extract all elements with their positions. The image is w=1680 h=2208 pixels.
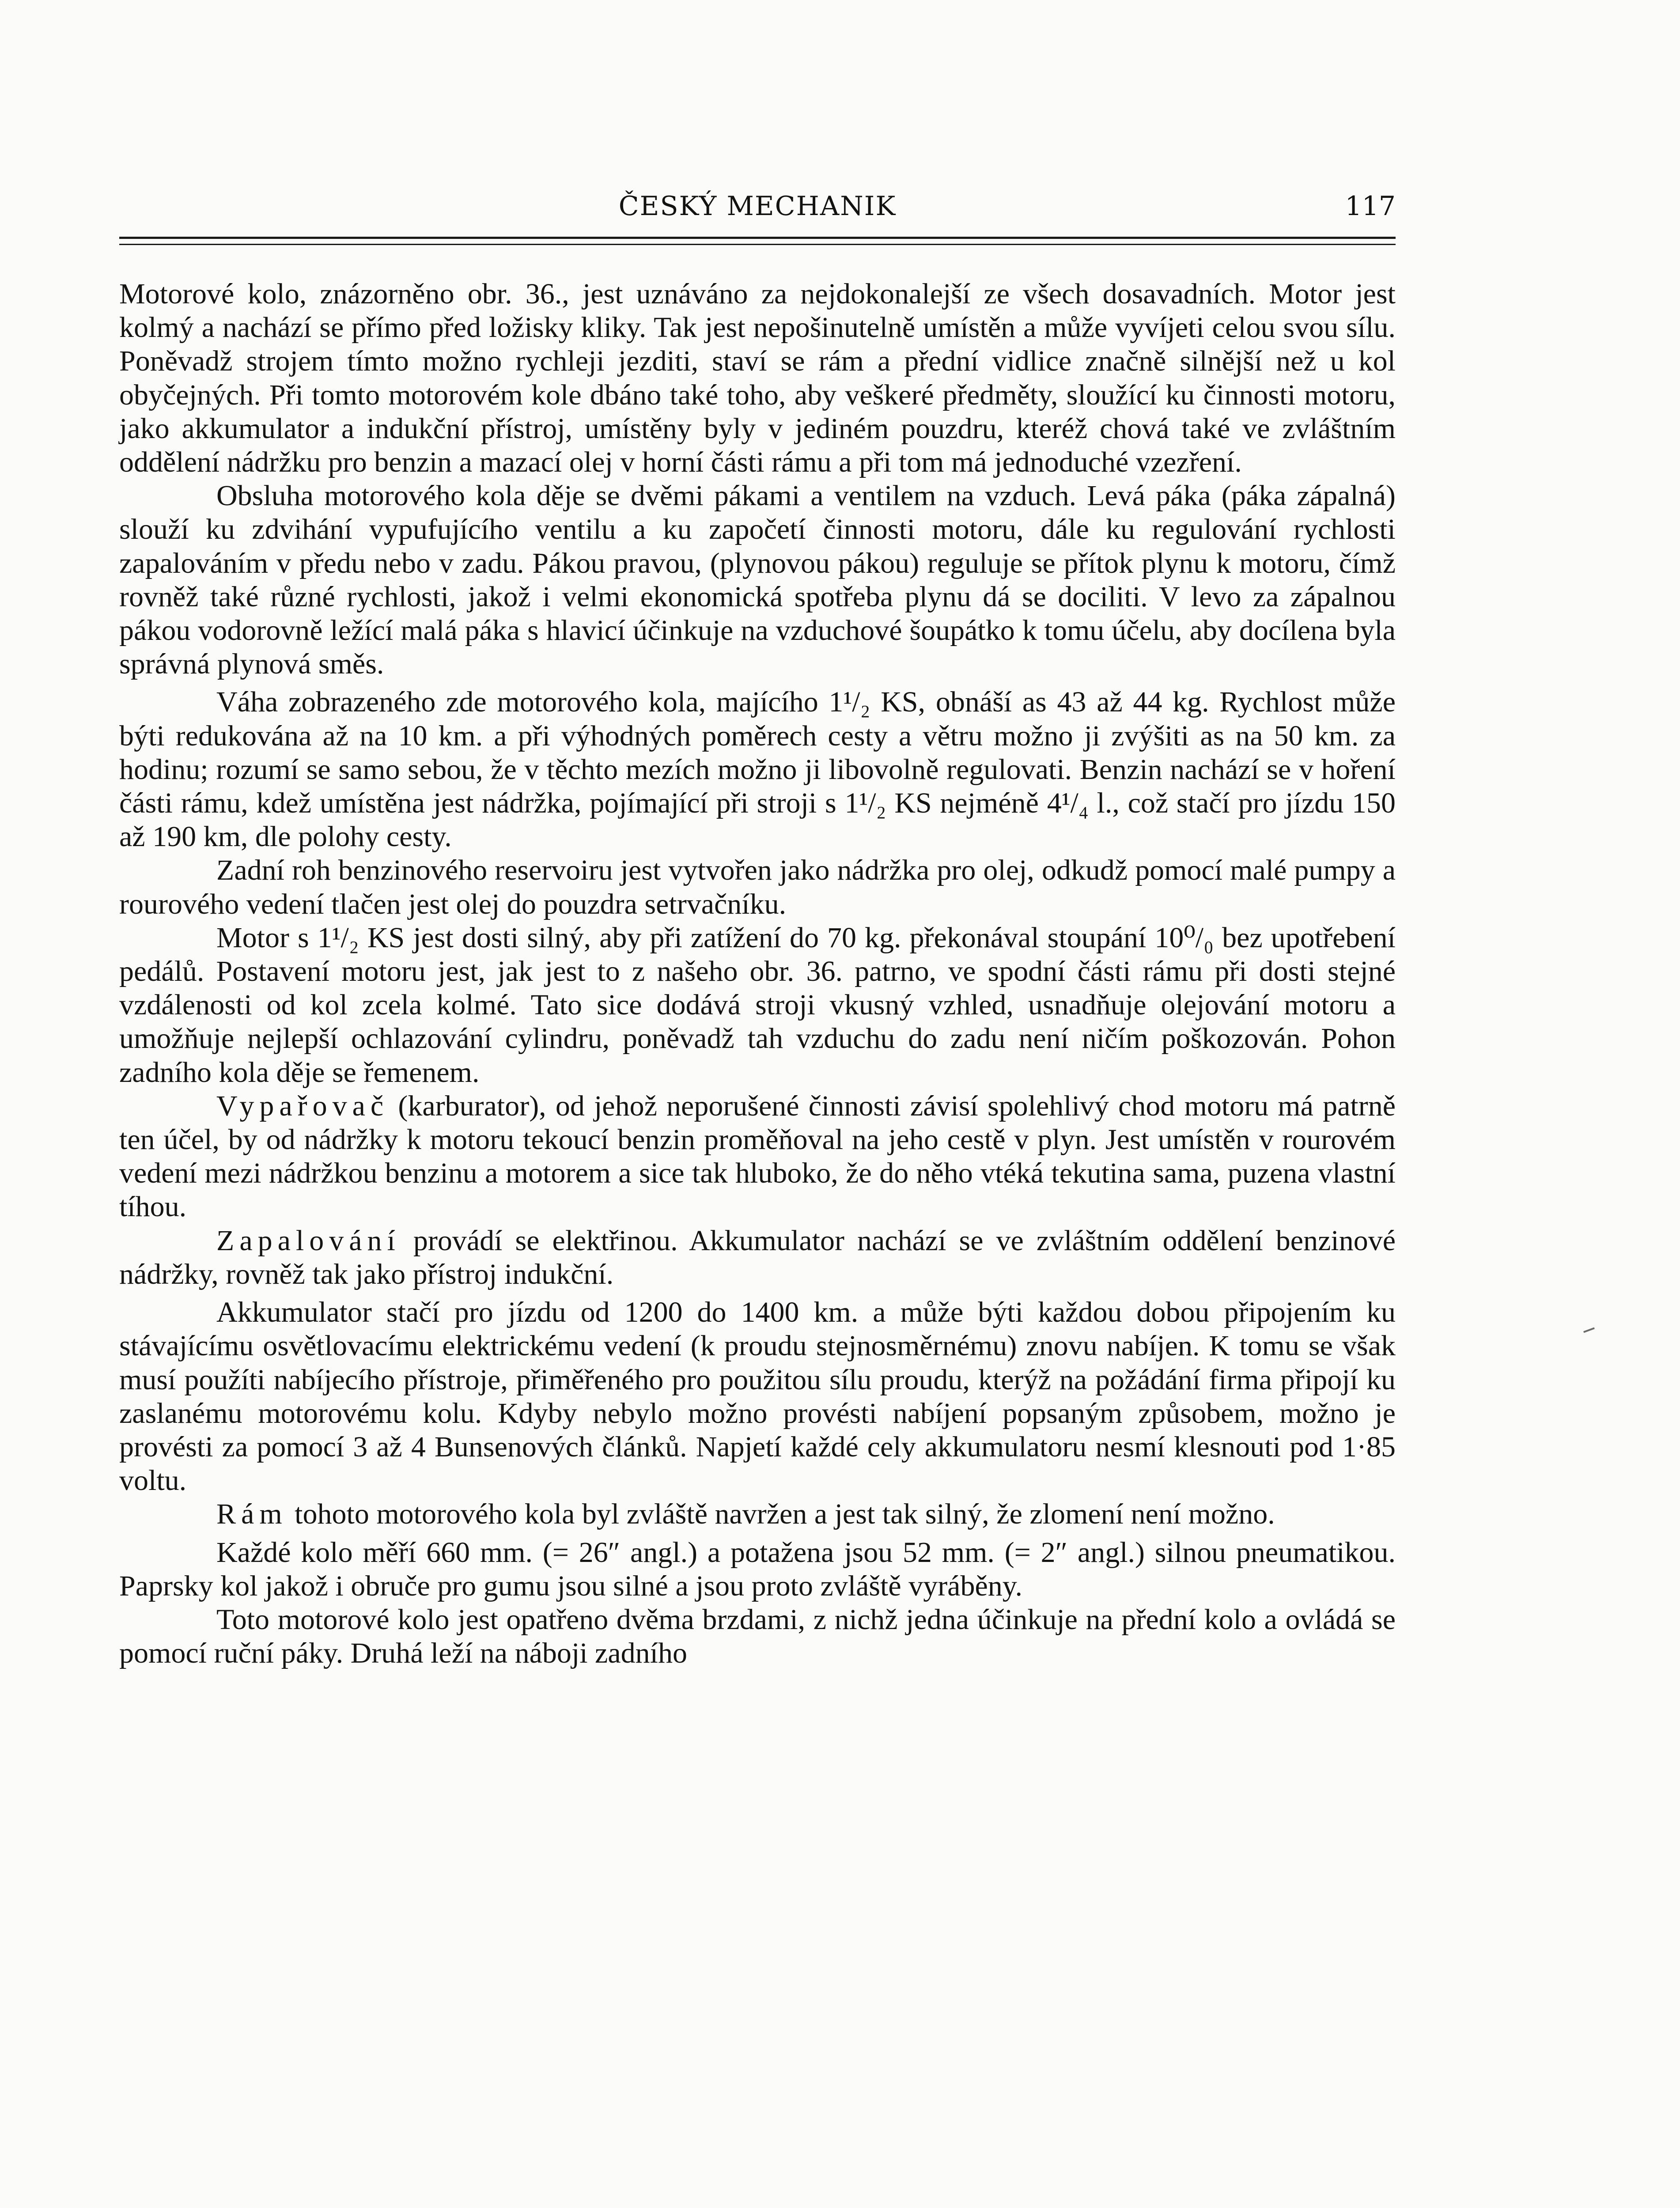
paragraph-8: Akkumulator stačí pro jízdu od 1200 do 1400 km. a může býti každou dobou připojením ku stávajícímu osvětlovacímu elektrickému vedení (k proudu stejnosměrnému) znovu nabíjen. K tomu se však musí použíti nabíjecího přístroje, přiměřeného pro použitou sílu proudu, kterýž na požádání firma připojí ku zaslanému motorovému kolu. Kdyby nebylo možno provésti nabíjení popsaným způsobem, možno je provésti za pomocí 3 až 4 Bunsenových článků. Napjetí každé cely akkumulatoru nesmí klesnouti pod 1·85 voltu. [119, 1296, 1396, 1497]
paragraph-2: Obsluha motorového kola děje se dvěmi pákami a ventilem na vzduch. Levá páka (páka zápalná) slouží ku zdvihání vypufujícího ventilu a ku započetí činnosti motoru, dále ku regulování rychlosti zapalováním v předu nebo v zadu. Pákou pravou, (plynovou pákou) reguluje se přítok plynu k motoru, čímž rovněž také různé rychlosti, jakož i velmi ekonomická spotřeba plynu dá se dociliti. V levo za zápalnou pákou vodorovně ležící malá páka s hlavicí účinkuje na vzduchové šoupátko k tomu účelu, aby docílena byla správná plynová směs. [119, 480, 1396, 681]
header-rule-thin [119, 244, 1396, 245]
paragraph-4: Zadní roh benzinového reservoiru jest vytvořen jako nádržka pro olej, odkudž pomocí malé pumpy a rourového vedení tlačen jest olej do pouzdra setrvačníku. [119, 854, 1396, 920]
paragraph-9 [119, 1497, 1396, 1531]
paragraph-11: Toto motorové kolo jest opatřeno dvěma brzdami, z nichž jedna účinkuje na přední kolo a ovládá se pomocí ruční páky. Druhá leží na náboji zadního [119, 1603, 1396, 1670]
term-vyparovac: Vypařovač [216, 1089, 389, 1122]
term-zapalovani: Zapalování [216, 1224, 401, 1257]
article-body [119, 277, 1396, 1670]
paragraph-1: Motorové kolo, znázorněno obr. 36., jest uznáváno za nejdokonalejší ze všech dosavadních. Motor jest kolmý a nachází se přímo před ložisky kliky. Tak jest nepošinutelně umístěn a může vyvíjeti celou svou sílu. Poněvadž strojem tímto možno rychleji jezditi, staví se rám a přední vidlice značně silnější než u kol obyčejných. Při tomto motorovém kole dbáno také toho, aby veškeré předměty, sloužící ku činnosti motoru, jako akkumulator a indukční přístroj, umístěny byly v jediném pouzdru, kteréž chová také ve zvláštním oddělení nádržku pro benzin a mazací olej v horní části rámu a při tom má jednoduché vzezření. [119, 278, 1396, 479]
running-header [119, 191, 1396, 226]
paragraph-9-text: tohoto motorového kola byl zvláště navržen a jest tak silný, že zlomení není možno. [287, 1498, 1275, 1531]
paragraph-6-text: (karburator), od jehož neporušené činnosti závisí spolehlivý chod motoru má patrně ten účel, by od nádržky k motoru tekoucí benzin proměňoval na jeho cestě v plyn. Jest umístěn v rourovém vedení mezi nádržkou benzinu a motorem a sice tak hluboko, že do něho vtéká tekutina sama, puzena vlastní tíhou. [119, 1089, 1396, 1223]
term-ram: Rám [216, 1498, 288, 1531]
paragraph-6 [119, 1089, 1396, 1224]
journal-title: ČESKÝ MECHANIK [618, 191, 897, 222]
paragraph-10: Každé kolo měří 660 mm. (= 26″ angl.) a potažena jsou 52 mm. (= 2″ angl.) silnou pneumatikou. Paprsky kol jakož i obruče pro gumu jsou silné a jsou proto zvláště vyráběny. [119, 1536, 1396, 1602]
page-number: 117 [1345, 191, 1396, 222]
paragraph-5: Motor s 1¹/₂ KS jest dosti silný, aby při zatížení do 70 kg. překonával stoupání 10⁰/₀ bez upotřebení pedálů. Postavení motoru jest, jak jest to z našeho obr. 36. patrno, ve spodní části rámu při dosti stejné vzdálenosti od kol zcela kolmé. Tato sice dodává stroji vkusný vzhled, usnadňuje olejování motoru a umožňuje nejlepší ochlazování cylindru, poněvadž tah vzduchu do zadu není ničím poškozován. Pohon zadního kola děje se řemenem. [119, 921, 1396, 1089]
margin-pencil-mark [1583, 1327, 1595, 1333]
paragraph-3: Váha zobrazeného zde motorového kola, majícího 1¹/₂ KS, obnáší as 43 až 44 kg. Rychlost může býti redukována až na 10 km. a při výhodných poměrech cesty a větru možno ji zvýšiti as na 50 km. za hodinu; rozumí se samo sebou, že v těchto mezích možno ji libovolně regulovati. Benzin nachází se v hoření části rámu, kdež umístěna jest nádržka, pojímající při stroji s 1¹/₂ KS nejméně 4¹/₄ l., což stačí pro jízdu 150 až 190 km, dle polohy cesty. [119, 686, 1396, 853]
paragraph-7 [119, 1224, 1396, 1291]
header-rule-thick [119, 237, 1396, 239]
paragraph-7-text: provádí se elektřinou. Akkumulator nachází se ve zvláštním oddělení benzinové nádržky, rovněž tak jako přístroj indukční. [119, 1224, 1396, 1290]
